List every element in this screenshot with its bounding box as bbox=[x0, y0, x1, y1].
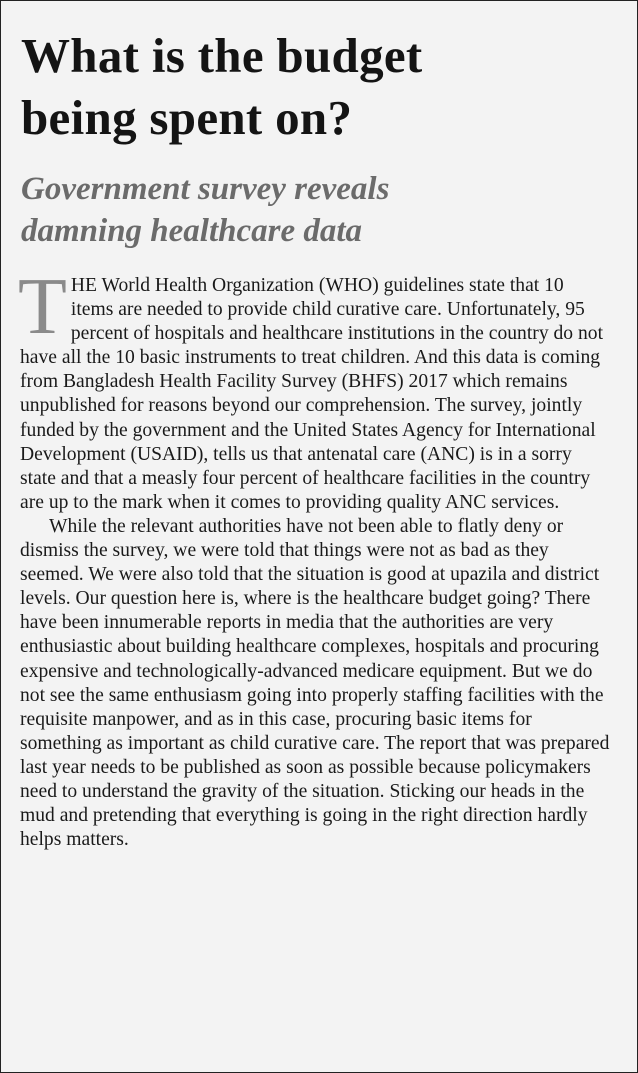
headline-line-1: What is the budget bbox=[21, 28, 423, 83]
headline bbox=[21, 25, 621, 149]
paragraph-1-text: HE World Health Organization (WHO) guidelines state that 10 items are needed to provide child curative care. Unfortunately, 95 percent of hospitals and healthcare institutions in the country do not have all the 10 basic instruments to treat children. And this data is coming from Bangladesh Health Facility Survey (BHFS) 2017 which remains unpublished for reasons beyond our comprehension. The survey, jointly funded by the government and the United States Agency for International Development (USAID), tells us that antenatal care (ANC) is in a sorry state and that a measly four percent of healthcare facilities in the country are up to the mark when it comes to providing quality ANC services. bbox=[20, 275, 604, 513]
subheadline bbox=[21, 168, 621, 252]
drop-cap: T bbox=[18, 263, 67, 351]
article-paragraph-2: While the relevant authorities have not been able to flatly deny or dismiss the survey, we were told that things were not as bad as they seemed. We were also told that the situation is good at upazila and district levels. Our question here is, where is the healthcare budget going? There have been innumerable reports in media that the authorities are very enthusiastic about building healthcare complexes, hospitals and procuring expensive and technologically-advanced medicare equipment. But we do not see the same enthusiasm going into properly staffing facilities with the requisite manpower, and as in this case, procuring basic items for something as important as child curative care. The report that was prepared last year needs to be published as soon as possible because policymakers need to understand the gravity of the situation. Sticking our heads in the mud and pretending that everything is going in the right direction hardly helps matters. bbox=[20, 515, 610, 851]
subheadline-line-1: Government survey reveals bbox=[21, 171, 390, 207]
subheadline-line-2: damning healthcare data bbox=[21, 213, 363, 249]
article-body bbox=[18, 263, 610, 852]
article-paragraph-1 bbox=[18, 263, 610, 515]
headline-line-2: being spent on? bbox=[21, 90, 353, 145]
